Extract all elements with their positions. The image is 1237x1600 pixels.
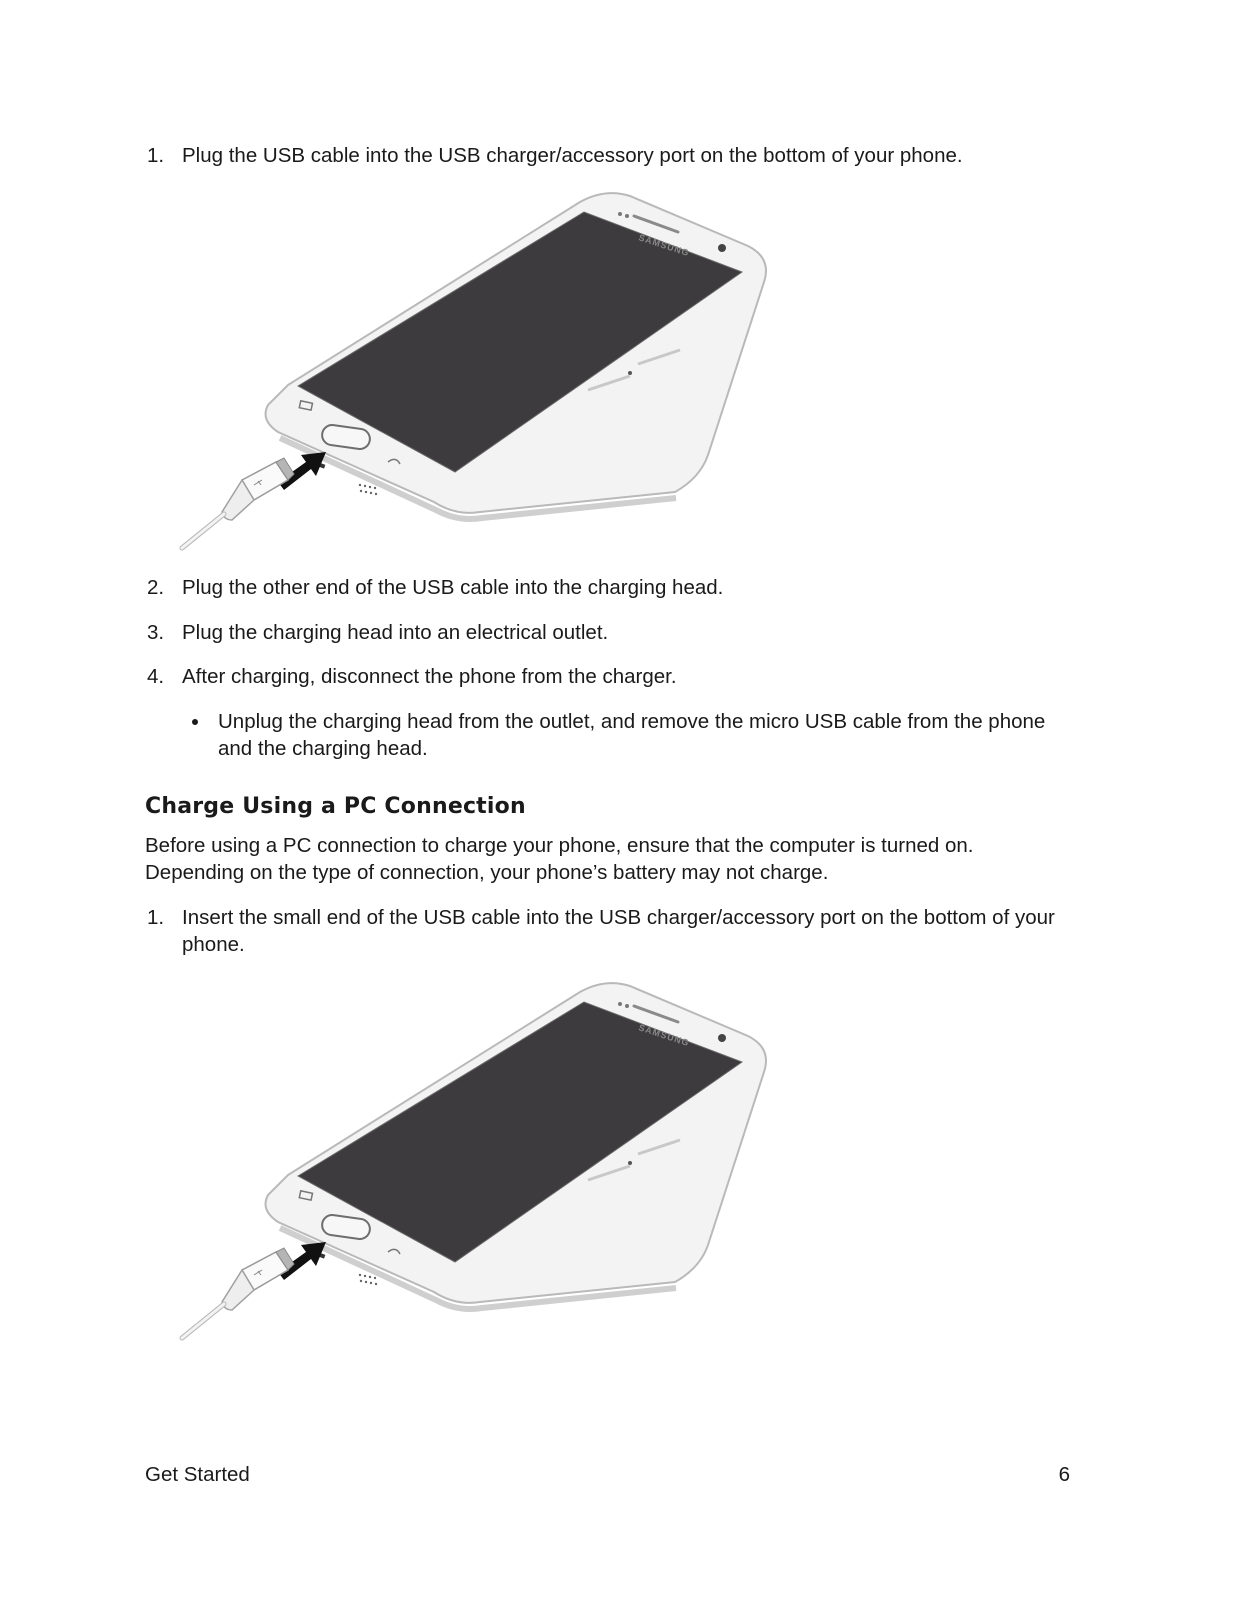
step-text: After charging, disconnect the phone from the charger. — [182, 665, 677, 688]
step-text: Plug the charging head into an electrical outlet. — [182, 621, 609, 644]
bullet-line-2: and the charging head. — [218, 737, 428, 760]
step-text: Plug the USB cable into the USB charger/accessory port on the bottom of your phone. — [182, 144, 963, 167]
step-number: 4. — [147, 665, 165, 688]
section-paragraph — [145, 832, 1065, 886]
step-text — [182, 904, 1082, 958]
usb-cable-icon — [182, 458, 294, 548]
paragraph-line-2: Depending on the type of connection, your phone’s battery may not charge. — [145, 861, 829, 884]
samsung-logo: SAMSUNG — [637, 1022, 691, 1049]
phone-pc-charging-illustration — [160, 970, 800, 1350]
step-number: 1. — [147, 906, 165, 929]
bullet-line-1: Unplug the charging head from the outlet, and remove the micro USB cable from the phone — [218, 710, 1046, 733]
step-number: 1. — [147, 144, 165, 167]
usb-cable-icon — [182, 1248, 294, 1338]
paragraph-line-1: Before using a PC connection to charge your phone, ensure that the computer is turned on. — [145, 834, 974, 857]
step-line-2: phone. — [182, 933, 245, 956]
footer-page-number: 6 — [1058, 1463, 1070, 1486]
step-number: 3. — [147, 621, 165, 644]
phone-charging-illustration — [160, 180, 800, 560]
bullet-text — [218, 708, 1078, 762]
bullet-dot-icon — [192, 719, 198, 725]
step-line-1: Insert the small end of the USB cable into the USB charger/accessory port on the bottom of your — [182, 906, 1055, 929]
step-number: 2. — [147, 576, 165, 599]
footer-section-name: Get Started — [145, 1463, 250, 1486]
section-heading: Charge Using a PC Connection — [145, 794, 526, 819]
step-text: Plug the other end of the USB cable into the charging head. — [182, 576, 724, 599]
samsung-logo: SAMSUNG — [637, 232, 691, 259]
